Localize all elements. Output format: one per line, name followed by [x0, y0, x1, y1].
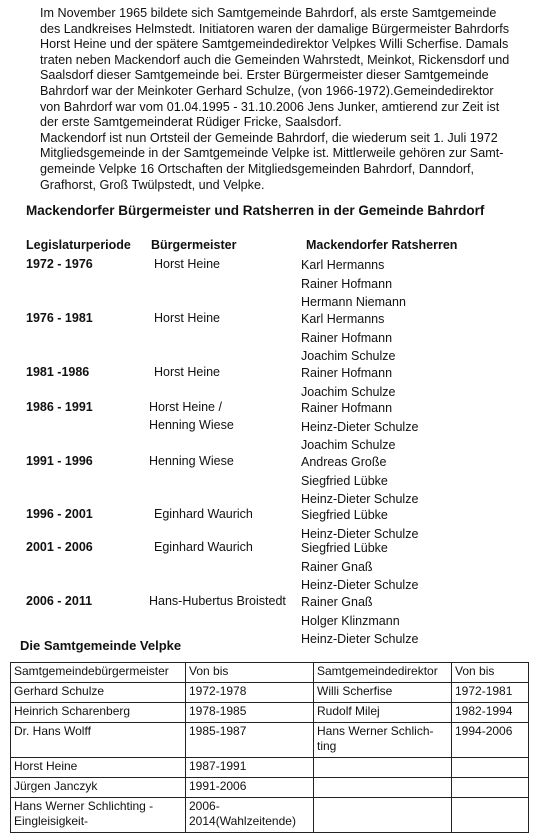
council-member: Karl Hermanns — [301, 258, 385, 272]
velpke-heading: Die Samtgemeinde Velpke — [20, 638, 182, 653]
intro-line: Saalsdorf dieser Samtgemeinde bei. Erster Bürgermeister dieser Samtgemeinde — [40, 68, 489, 83]
mayor-name: Eginhard Waurich — [154, 540, 253, 554]
term-period: 2006 - 2011 — [26, 594, 93, 608]
table-cell: Rudolf Milej — [314, 703, 452, 723]
council-member: Rainer Gnaß — [301, 595, 373, 609]
term-council — [301, 256, 406, 312]
header-cell: Von bis — [186, 663, 314, 683]
table-cell: 1987-1991 — [186, 758, 314, 778]
council-member: Heinz-Dieter Schulze — [301, 526, 419, 541]
council-member: Heinz-Dieter Schulze — [301, 632, 419, 647]
table-row — [11, 758, 529, 778]
table-cell: Jürgen Janczyk — [11, 778, 186, 798]
term-council — [301, 539, 418, 595]
term-period: 1972 - 1976 — [26, 257, 93, 271]
term-mayor — [154, 539, 253, 557]
term-mayor — [154, 310, 220, 328]
mayor-name: Horst Heine — [154, 365, 220, 379]
intro-line: Mitgliedsgemeinde in der Samtgemeinde Velpke ist. Mittlerweile gehören zur Samt- — [40, 146, 504, 161]
table-cell: 1982-1994 — [452, 703, 529, 723]
table-row — [11, 798, 529, 833]
table-cell — [452, 778, 529, 798]
mayor-name: Henning Wiese — [149, 417, 234, 432]
intro-line: Mackendorf ist nun Ortsteil der Gemeinde Bahrdorf, die wiederum seit 1. Juli 1972 — [40, 130, 498, 145]
term-council — [301, 593, 418, 649]
intro-line: Grafhorst, Groß Twülpstedt, und Velpke. — [40, 177, 265, 192]
council-member: Karl Hermanns — [301, 312, 385, 326]
council-member: Heinz-Dieter Schulze — [301, 419, 419, 434]
table-cell: 1991-2006 — [186, 778, 314, 798]
table-cell: 1972-1981 — [452, 683, 529, 703]
term-mayor — [149, 593, 286, 611]
table-header-row — [11, 663, 529, 683]
term-mayor — [149, 453, 234, 471]
table-cell — [314, 798, 452, 833]
column-header-mayor: Bürgermeister — [151, 238, 237, 252]
council-member: Siegfried Lübke — [301, 508, 388, 522]
term-period: 1986 - 1991 — [26, 400, 93, 414]
mayor-name: Hans-Hubertus Broistedt — [149, 594, 286, 608]
table-cell — [314, 778, 452, 798]
header-cell: Von bis — [452, 663, 529, 683]
mayor-name: Horst Heine — [154, 257, 220, 271]
table-cell: Hans Werner Schlich- ting — [314, 723, 452, 758]
table-cell: Heinrich Scharenberg — [11, 703, 186, 723]
mayor-name: Henning Wiese — [149, 454, 234, 468]
term-council — [301, 506, 418, 543]
term-period: 1981 -1986 — [26, 365, 90, 379]
table-cell: Hans Werner Schlichting - Eingleisigkeit- — [11, 798, 186, 833]
intro-line: der erste Samtgemeinderat Rüdiger Fricke, Saalsdorf. — [40, 115, 342, 130]
table-cell — [452, 798, 529, 833]
mayor-name: Horst Heine — [154, 311, 220, 325]
council-member: Heinz-Dieter Schulze — [301, 492, 419, 507]
term-period: 1976 - 1981 — [26, 311, 93, 325]
header-cell: Samtgemeindebürgermeister — [11, 663, 186, 683]
term-period: 1996 - 2001 — [26, 507, 93, 521]
council-member: Joachim Schulze — [301, 384, 396, 399]
council-member: Hermann Niemann — [301, 295, 406, 310]
table-row — [11, 683, 529, 703]
table-cell: 1985-1987 — [186, 723, 314, 758]
intro-line: von Bahrdorf war vom 01.04.1995 - 31.10.2006 Jens Junker, amtierend zur Zeit ist — [40, 99, 500, 114]
term-council — [301, 399, 418, 455]
council-member: Andreas Große — [301, 455, 387, 469]
intro-line: gemeinde Velpke 16 Ortschaften der Mitgliedsgemeinden Bahrdorf, Danndorf, — [40, 161, 475, 176]
header-cell: Samtgemeindedirektor — [314, 663, 452, 683]
term-period: 2001 - 2006 — [26, 540, 93, 554]
table-row — [11, 723, 529, 758]
council-member: Siegfried Lübke — [301, 541, 388, 555]
intro-line: Horst Heine und der spätere Samtgemeindedirektor Velpkes Willi Scherfise. Damals — [40, 37, 509, 52]
table-cell — [452, 758, 529, 778]
council-member: Rainer Gnaß — [301, 559, 373, 574]
term-mayor — [149, 399, 234, 434]
council-member: Heinz-Dieter Schulze — [301, 578, 419, 593]
council-member: Holger Klinzmann — [301, 613, 400, 628]
table-row — [11, 703, 529, 723]
table-cell: 1978-1985 — [186, 703, 314, 723]
mayor-name: Horst Heine / — [149, 400, 222, 414]
column-header-council: Mackendorfer Ratsherren — [306, 238, 458, 252]
table-cell — [314, 758, 452, 778]
council-member: Rainer Hofmann — [301, 401, 393, 415]
mayor-name: Eginhard Waurich — [154, 507, 253, 521]
term-council — [301, 453, 418, 509]
term-mayor — [154, 256, 220, 274]
column-header-period: Legislaturperiode — [26, 238, 131, 252]
intro-text — [40, 6, 520, 193]
table-cell: Dr. Hans Wolff — [11, 723, 186, 758]
table-cell: Gerhard Schulze — [11, 683, 186, 703]
term-mayor — [154, 364, 220, 382]
table-cell: 1994-2006 — [452, 723, 529, 758]
council-member: Rainer Hofmann — [301, 276, 393, 291]
table-cell: 1972-1978 — [186, 683, 314, 703]
intro-line: des Landkreises Helmstedt. Initiatoren waren der damalige Bürgermeister Bahrdorfs — [40, 21, 509, 36]
term-council — [301, 364, 396, 401]
table-cell: 2006- 2014(Wahlzeitende) — [186, 798, 314, 833]
intro-line: traten neben Mackendorf auch die Gemeinden Wahrstedt, Meinkot, Rickensdorf und — [40, 52, 510, 67]
intro-line: Im November 1965 bildete sich Samtgemeinde Bahrdorf, als erste Samtgemeinde — [40, 6, 497, 20]
term-mayor — [154, 506, 253, 524]
council-member: Rainer Hofmann — [301, 330, 393, 345]
council-member: Rainer Hofmann — [301, 366, 393, 380]
term-period: 1991 - 1996 — [26, 454, 93, 468]
council-member: Joachim Schulze — [301, 349, 396, 364]
velpke-table — [10, 662, 529, 833]
table-cell: Horst Heine — [11, 758, 186, 778]
table-cell: Willi Scherfise — [314, 683, 452, 703]
intro-line: Bahrdorf war der Meinkoter Gerhard Schulze, (von 1966-1972).Gemeindedirektor — [40, 83, 494, 98]
table-row — [11, 778, 529, 798]
term-council — [301, 310, 396, 366]
council-member: Joachim Schulze — [301, 438, 396, 453]
section-heading: Mackendorfer Bürgermeister und Ratsherren in der Gemeinde Bahrdorf — [26, 203, 485, 218]
council-member: Siegfried Lübke — [301, 473, 388, 488]
